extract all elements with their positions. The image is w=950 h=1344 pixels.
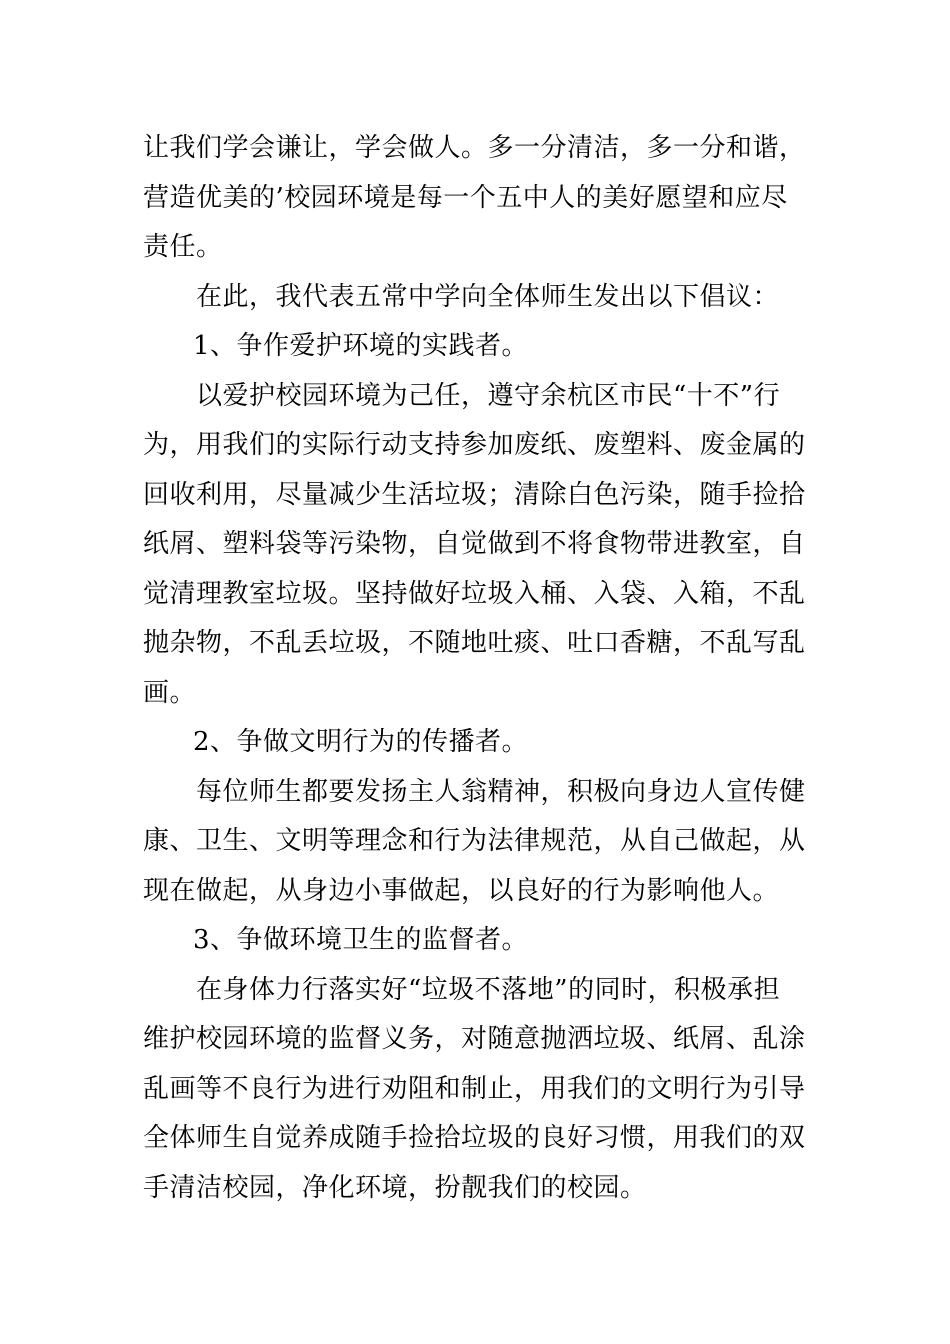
document-body [143, 124, 813, 1213]
text-line: 现在做起，从身边小事做起，以良好的行为影响他人。 [143, 875, 780, 906]
section-heading-3: 3、争做环境卫生的监督者。 [193, 925, 529, 955]
text-line: 觉清理教室垃圾。坚持做好垃圾入桶、入袋、入箱，不乱 [143, 578, 806, 609]
text-line: 责任。 [143, 232, 223, 262]
text-line: 抛杂物，不乱丢垃圾，不随地吐痰、吐口香糖，不乱写乱 [143, 628, 806, 658]
text-line: 康、卫生、文明等理念和行为法律规范，从自己做起，从 [143, 826, 806, 856]
text-line: 手清洁校园，净化环境，扮靓我们的校园。 [143, 1172, 647, 1203]
text-line: 营造优美的’校园环境是每一个五中人的美好愿望和应尽 [143, 182, 788, 213]
paragraph-intro: 在此，我代表五常中学向全体师生发出以下倡议： [196, 281, 780, 312]
text-line: 在身体力行落实好“垃圾不落地”的同时，积极承担 [196, 974, 781, 1005]
text-line: 乱画等不良行为进行劝阻和制止，用我们的文明行为引导 [143, 1073, 806, 1104]
text-line: 维护校园环境的监督义务，对随意抛洒垃圾、纸屑、乱涂 [143, 1024, 806, 1054]
text-line: 纸屑、塑料袋等污染物，自觉做到不将食物带进教室，自 [143, 529, 806, 559]
text-line: 以爱护校园环境为己任，遵守余杭区市民“十不”行 [196, 380, 781, 411]
text-line: 画。 [143, 677, 197, 708]
text-line: 为，用我们的实际行动支持参加废纸、废塑料、废金属的 [143, 430, 806, 460]
text-line: 每位师生都要发扬主人翁精神，积极向身边人宣传健 [196, 776, 806, 807]
section-heading-2: 2、争做文明行为的传播者。 [193, 727, 529, 757]
text-line: 全体师生自觉养成随手捡拾垃圾的良好习惯，用我们的双 [143, 1123, 806, 1153]
section-heading-1: 1、争作爱护环境的实践者。 [193, 331, 529, 361]
text-line: 让我们学会谦让，学会做人。多一分清洁，多一分和谐， [143, 133, 806, 163]
text-line: 回收利用，尽量减少生活垃圾；清除白色污染，随手捡拾 [143, 479, 806, 510]
